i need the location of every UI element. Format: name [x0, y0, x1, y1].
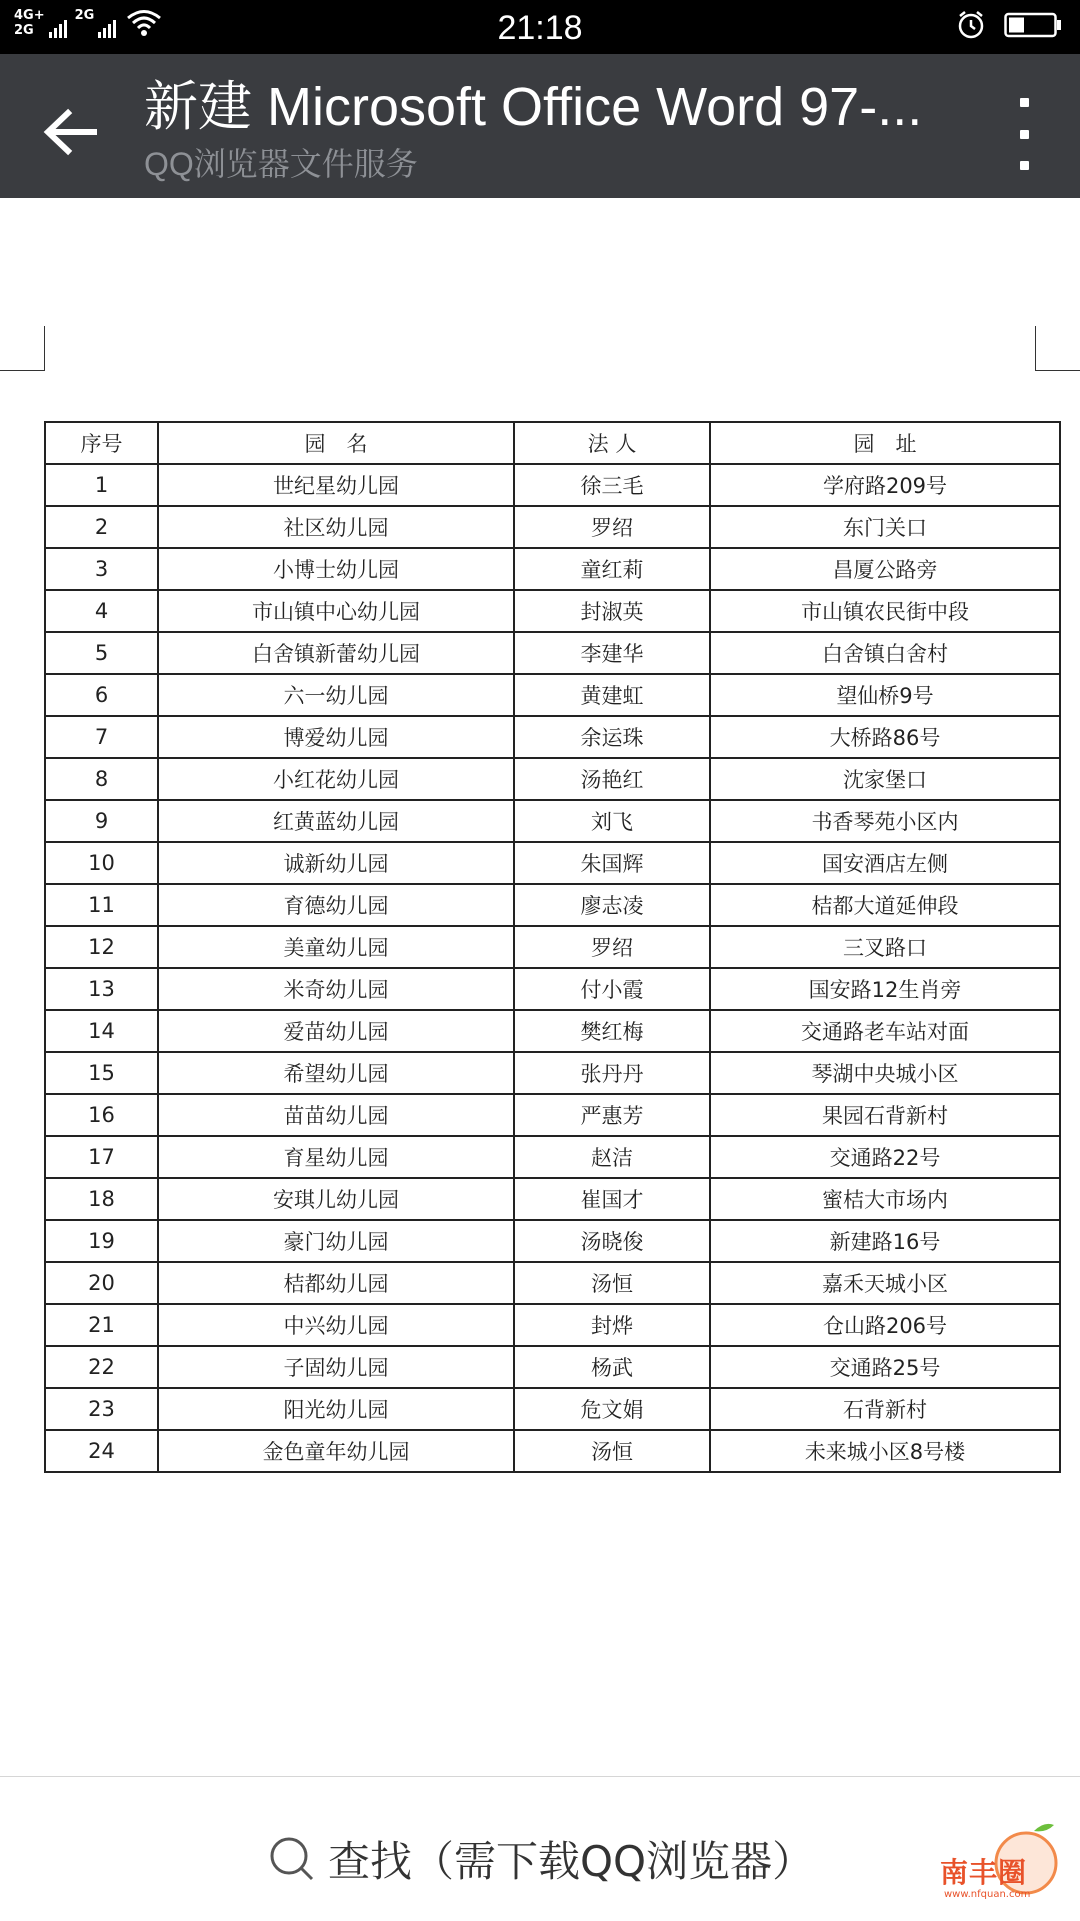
table-row	[45, 1220, 1060, 1262]
cell-name: 博爱幼儿园	[158, 716, 514, 758]
cell-index: 14	[45, 1010, 158, 1052]
cell-name: 安琪儿幼儿园	[158, 1178, 514, 1220]
header-address: 园 址	[710, 422, 1060, 464]
cell-legal-person: 罗绍	[514, 926, 710, 968]
cell-address: 交通路25号	[710, 1346, 1060, 1388]
cell-address: 新建路16号	[710, 1220, 1060, 1262]
cell-name: 六一幼儿园	[158, 674, 514, 716]
cell-index: 11	[45, 884, 158, 926]
cell-name: 苗苗幼儿园	[158, 1094, 514, 1136]
cell-index: 17	[45, 1136, 158, 1178]
cell-name: 金色童年幼儿园	[158, 1430, 514, 1472]
table-row	[45, 884, 1060, 926]
table-row	[45, 1262, 1060, 1304]
cell-legal-person: 崔国才	[514, 1178, 710, 1220]
cell-name: 小红花幼儿园	[158, 758, 514, 800]
cell-address: 望仙桥9号	[710, 674, 1060, 716]
cell-legal-person: 汤艳红	[514, 758, 710, 800]
watermark-url: www.nfquan.com	[944, 1889, 1031, 1900]
cell-name: 社区幼儿园	[158, 506, 514, 548]
cell-name: 育星幼儿园	[158, 1136, 514, 1178]
cell-address: 学府路209号	[710, 464, 1060, 506]
table-row	[45, 1304, 1060, 1346]
header-legal-person: 法 人	[514, 422, 710, 464]
cell-legal-person: 余运珠	[514, 716, 710, 758]
more-menu-button[interactable]	[1004, 98, 1044, 170]
watermark-logo	[940, 1817, 1060, 1909]
cell-legal-person: 杨武	[514, 1346, 710, 1388]
cell-name: 世纪星幼儿园	[158, 464, 514, 506]
cell-legal-person: 廖志凌	[514, 884, 710, 926]
cell-index: 10	[45, 842, 158, 884]
cell-legal-person: 严惠芳	[514, 1094, 710, 1136]
cell-address: 沈家堡口	[710, 758, 1060, 800]
table-row	[45, 464, 1060, 506]
cell-name: 希望幼儿园	[158, 1052, 514, 1094]
cell-name: 中兴幼儿园	[158, 1304, 514, 1346]
cell-address: 三叉路口	[710, 926, 1060, 968]
cell-address: 东门关口	[710, 506, 1060, 548]
search-icon	[268, 1835, 316, 1883]
more-vert-dot	[1020, 130, 1029, 139]
table-row	[45, 1052, 1060, 1094]
more-vert-dot	[1020, 161, 1029, 170]
cell-index: 15	[45, 1052, 158, 1094]
cell-address: 果园石背新村	[710, 1094, 1060, 1136]
table-row	[45, 1136, 1060, 1178]
find-button[interactable]	[268, 1829, 814, 1889]
watermark-text: 南丰圈	[940, 1856, 1028, 1889]
table-row	[45, 1388, 1060, 1430]
battery-icon	[1004, 11, 1062, 39]
cell-legal-person: 封淑英	[514, 590, 710, 632]
cell-name: 桔都幼儿园	[158, 1262, 514, 1304]
cell-index: 9	[45, 800, 158, 842]
cell-index: 21	[45, 1304, 158, 1346]
cell-name: 市山镇中心幼儿园	[158, 590, 514, 632]
cell-index: 19	[45, 1220, 158, 1262]
cell-address: 蜜桔大市场内	[710, 1178, 1060, 1220]
cell-address: 白舍镇白舍村	[710, 632, 1060, 674]
cell-legal-person: 黄建虹	[514, 674, 710, 716]
table-body	[45, 464, 1060, 1472]
table-row	[45, 842, 1060, 884]
cell-address: 琴湖中央城小区	[710, 1052, 1060, 1094]
cell-address: 桔都大道延伸段	[710, 884, 1060, 926]
cell-legal-person: 罗绍	[514, 506, 710, 548]
document-subtitle: QQ浏览器文件服务	[144, 146, 418, 182]
cell-index: 7	[45, 716, 158, 758]
cell-name: 育德幼儿园	[158, 884, 514, 926]
cell-name: 红黄蓝幼儿园	[158, 800, 514, 842]
clock: 21:18	[497, 9, 583, 47]
cell-address: 交通路老车站对面	[710, 1010, 1060, 1052]
cell-address: 国安路12生肖旁	[710, 968, 1060, 1010]
cell-address: 交通路22号	[710, 1136, 1060, 1178]
find-label: 查找（需下载QQ浏览器）	[328, 1837, 815, 1886]
alarm-icon	[956, 10, 986, 40]
table-row	[45, 926, 1060, 968]
document-viewer[interactable]	[0, 198, 1080, 1776]
cell-address: 未来城小区8号楼	[710, 1430, 1060, 1472]
table-row	[45, 1430, 1060, 1472]
cell-address: 书香琴苑小区内	[710, 800, 1060, 842]
cell-legal-person: 封烨	[514, 1304, 710, 1346]
cell-legal-person: 汤恒	[514, 1262, 710, 1304]
cell-name: 美童幼儿园	[158, 926, 514, 968]
cell-address: 石背新村	[710, 1388, 1060, 1430]
cell-legal-person: 汤恒	[514, 1430, 710, 1472]
app-bar	[0, 54, 1080, 198]
table-row	[45, 1010, 1060, 1052]
cell-name: 豪门幼儿园	[158, 1220, 514, 1262]
cell-address: 嘉禾天城小区	[710, 1262, 1060, 1304]
cell-index: 22	[45, 1346, 158, 1388]
back-button[interactable]	[30, 92, 110, 172]
table-row	[45, 548, 1060, 590]
cell-index: 1	[45, 464, 158, 506]
table-row	[45, 674, 1060, 716]
cell-legal-person: 危文娟	[514, 1388, 710, 1430]
cell-legal-person: 朱国辉	[514, 842, 710, 884]
cell-legal-person: 樊红梅	[514, 1010, 710, 1052]
cell-legal-person: 汤晓俊	[514, 1220, 710, 1262]
page-corner-mark-left	[0, 326, 45, 371]
header-name: 园 名	[158, 422, 514, 464]
cell-index: 8	[45, 758, 158, 800]
cell-index: 13	[45, 968, 158, 1010]
status-right	[956, 10, 1062, 40]
cell-index: 5	[45, 632, 158, 674]
cell-index: 18	[45, 1178, 158, 1220]
table-header-row	[45, 422, 1060, 464]
cell-index: 12	[45, 926, 158, 968]
cell-legal-person: 童红莉	[514, 548, 710, 590]
cell-index: 16	[45, 1094, 158, 1136]
more-vert-icon	[1020, 98, 1029, 107]
cell-index: 3	[45, 548, 158, 590]
cell-address: 仓山路206号	[710, 1304, 1060, 1346]
cell-index: 23	[45, 1388, 158, 1430]
cell-index: 4	[45, 590, 158, 632]
cell-name: 米奇幼儿园	[158, 968, 514, 1010]
header-index: 序号	[45, 422, 158, 464]
cell-address: 市山镇农民街中段	[710, 590, 1060, 632]
table-row	[45, 968, 1060, 1010]
cell-legal-person: 徐三毛	[514, 464, 710, 506]
table-row	[45, 800, 1060, 842]
cell-address: 大桥路86号	[710, 716, 1060, 758]
status-bar	[0, 0, 1080, 54]
table-row	[45, 716, 1060, 758]
back-arrow-icon	[42, 107, 98, 157]
cell-address: 国安酒店左侧	[710, 842, 1060, 884]
cell-index: 6	[45, 674, 158, 716]
table-row	[45, 590, 1060, 632]
table-row	[45, 1178, 1060, 1220]
bottom-bar	[0, 1776, 1080, 1921]
cell-name: 小博士幼儿园	[158, 548, 514, 590]
table-row	[45, 506, 1060, 548]
cell-address: 昌厦公路旁	[710, 548, 1060, 590]
network-type-top: 4G+	[14, 8, 45, 23]
cell-legal-person: 刘飞	[514, 800, 710, 842]
cell-index: 24	[45, 1430, 158, 1472]
kindergarten-table	[44, 421, 1061, 1473]
cell-name: 子固幼儿园	[158, 1346, 514, 1388]
cell-name: 诚新幼儿园	[158, 842, 514, 884]
cell-index: 2	[45, 506, 158, 548]
table-row	[45, 1094, 1060, 1136]
document-title: 新建 Microsoft Office Word 97-...	[144, 77, 923, 137]
cell-legal-person: 付小霞	[514, 968, 710, 1010]
page-corner-mark-right	[1035, 326, 1080, 371]
cell-name: 阳光幼儿园	[158, 1388, 514, 1430]
cell-name: 爱苗幼儿园	[158, 1010, 514, 1052]
table-row	[45, 758, 1060, 800]
cell-index: 20	[45, 1262, 158, 1304]
table-row	[45, 632, 1060, 674]
table-row	[45, 1346, 1060, 1388]
network-type-2-label: 2G	[74, 8, 95, 23]
cell-legal-person: 张丹丹	[514, 1052, 710, 1094]
network-type-bottom: 2G	[14, 23, 34, 38]
cell-legal-person: 赵洁	[514, 1136, 710, 1178]
cell-legal-person: 李建华	[514, 632, 710, 674]
cell-name: 白舍镇新蕾幼儿园	[158, 632, 514, 674]
